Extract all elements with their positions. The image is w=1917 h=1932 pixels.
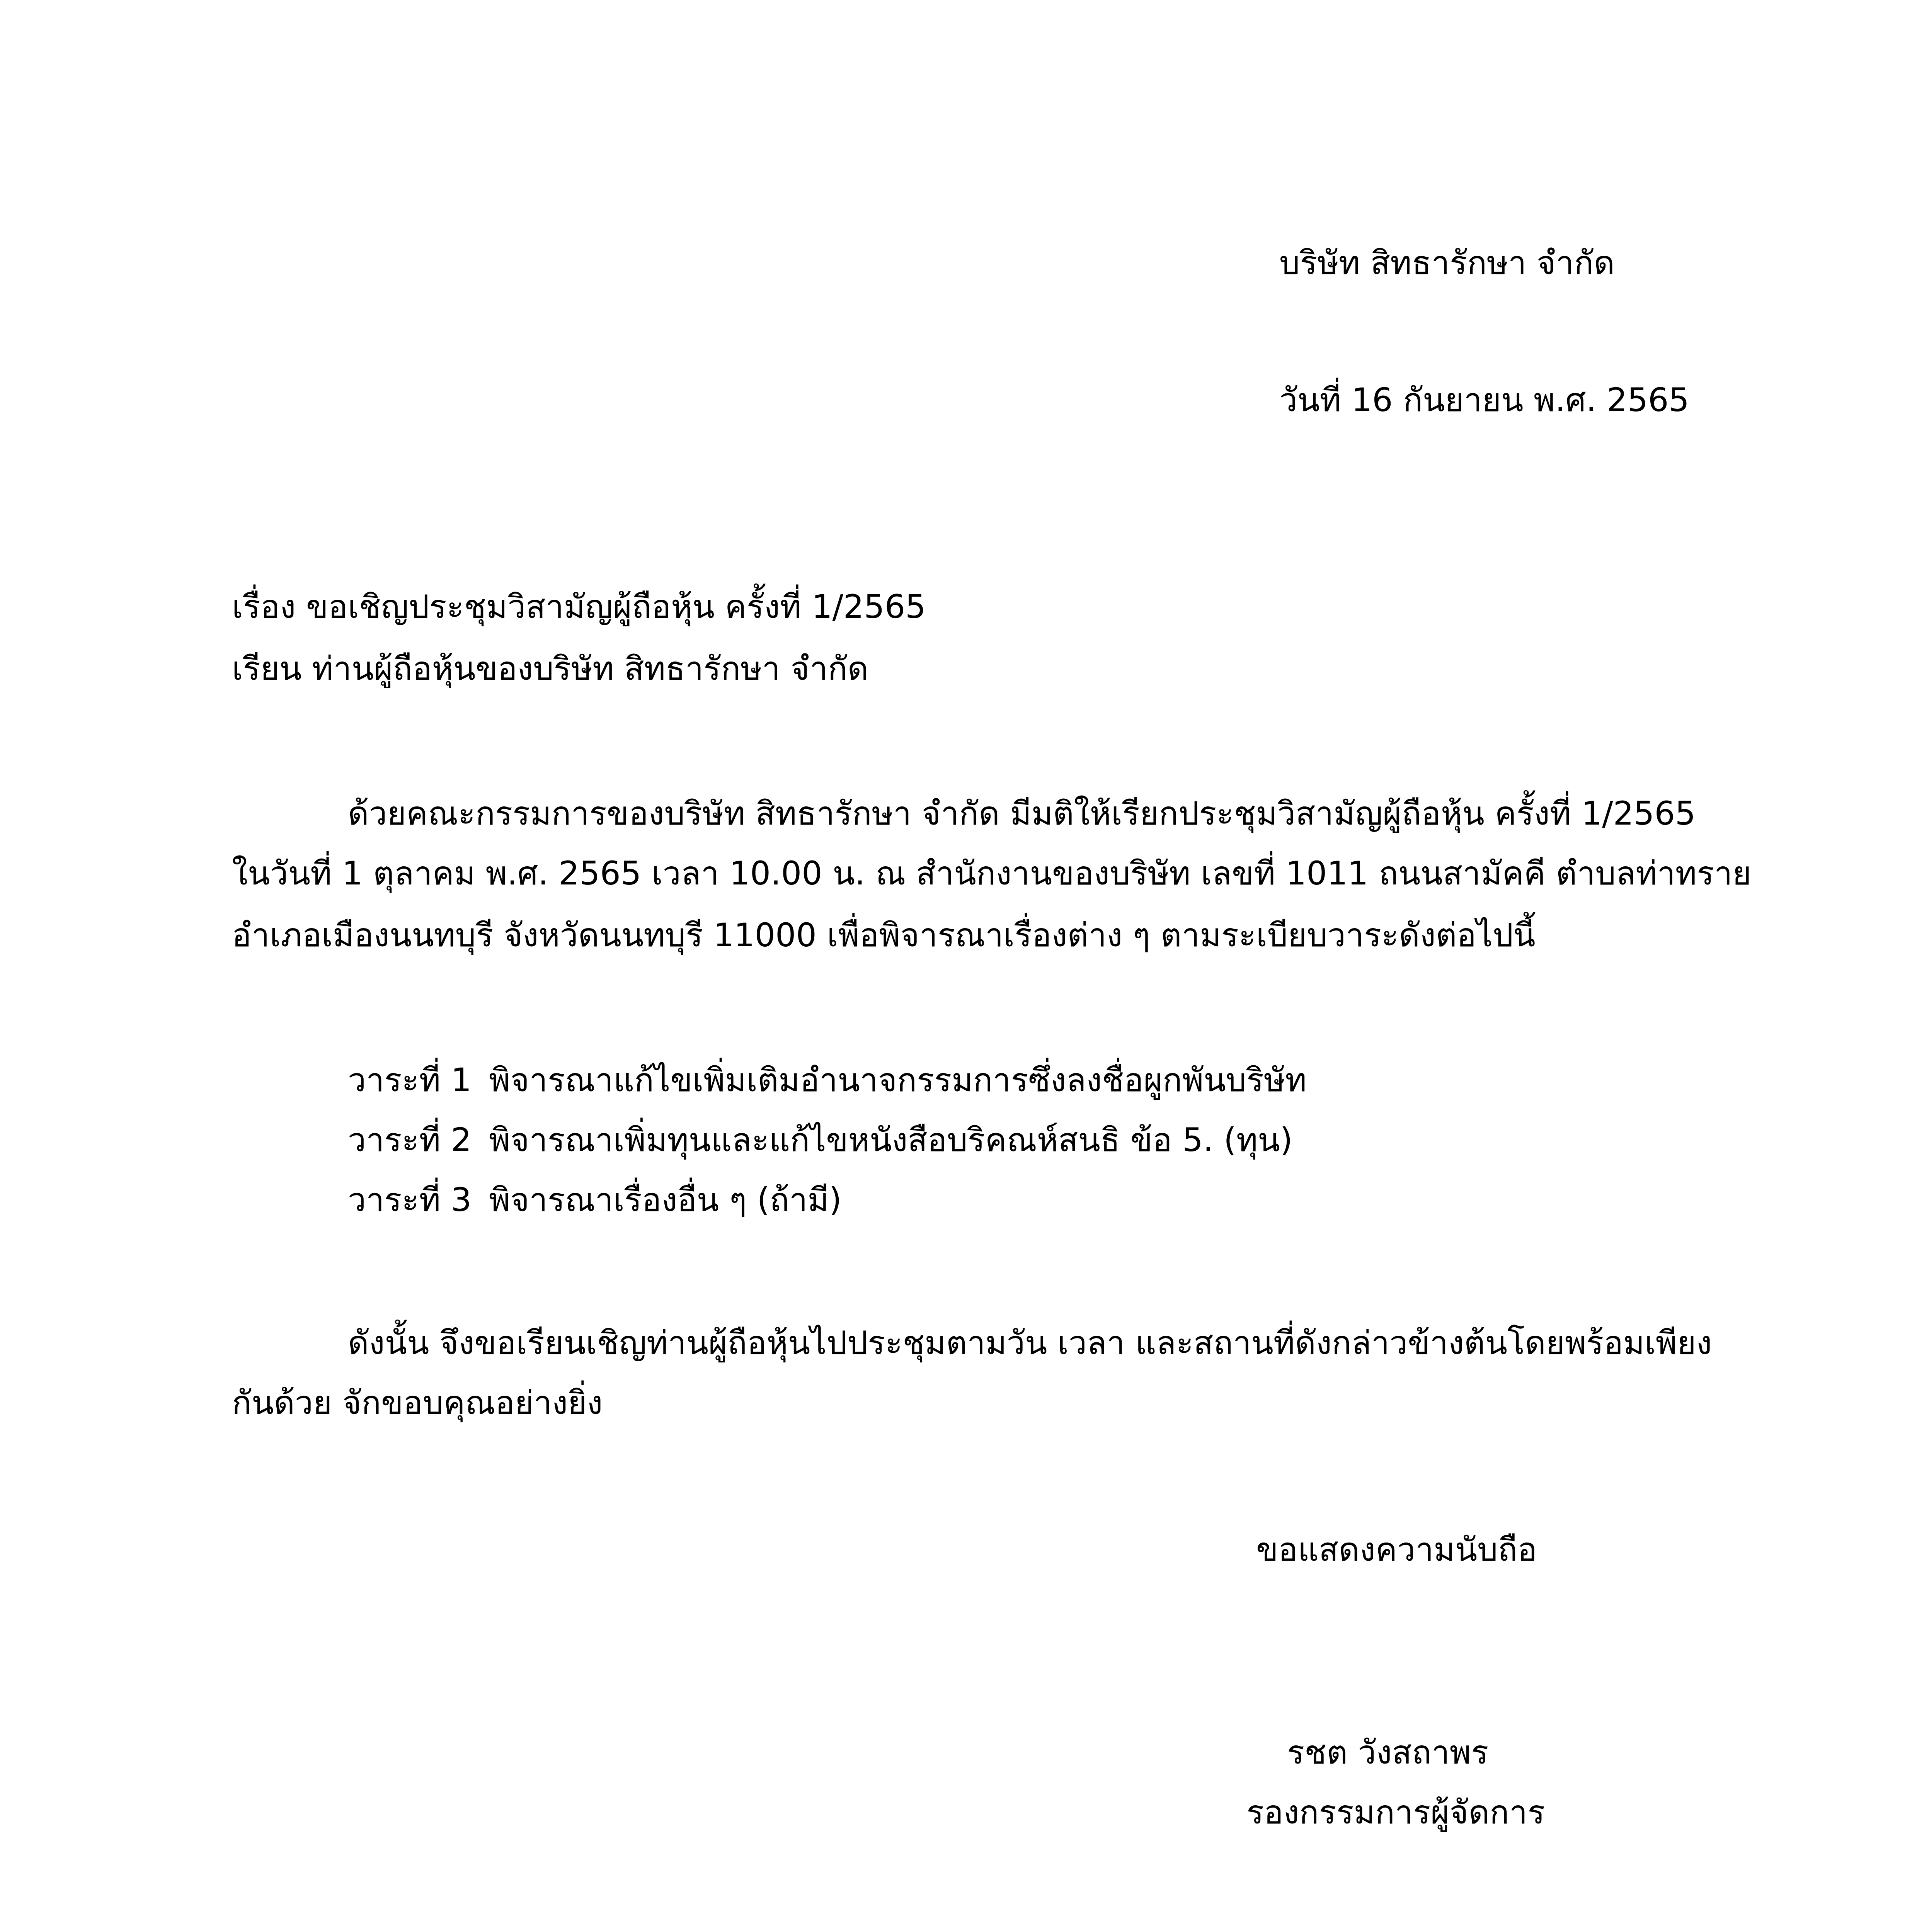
closing-salutation: ขอแสดงความนับถือ [1256, 1531, 1537, 1568]
agenda-item-label: วาระที่ 2 [348, 1121, 472, 1159]
agenda-item-text: พิจารณาแก้ไขเพิ่มเติมอำนาจกรรมการซึ่งลงชื่อผูกพันบริษัท [489, 1061, 1307, 1099]
company-name: บริษัท สิทธารักษา จำกัด [1279, 244, 1615, 282]
agenda-item-label: วาระที่ 1 [348, 1061, 472, 1099]
signer-title: รองกรรมการผู้จัดการ [1246, 1793, 1545, 1831]
paragraph-1-line-3: อำเภอเมืองนนทบุรี จังหวัดนนทบุรี 11000 เพื่อพิจารณาเรื่องต่าง ๆ ตามระเบียบวาระดังต่อไปนี้ [232, 916, 1536, 954]
letter-recipient: เรียน ท่านผู้ถือหุ้นของบริษัท สิทธารักษา จำกัด [232, 650, 869, 687]
paragraph-1-line-1: ด้วยคณะกรรมการของบริษัท สิทธารักษา จำกัด มีมติให้เรียกประชุมวิสามัญผู้ถือหุ้น ครั้งที่ 1/2565 [348, 794, 1696, 832]
agenda-item-label: วาระที่ 3 [348, 1181, 472, 1219]
letter-subject: เรื่อง ขอเชิญประชุมวิสามัญผู้ถือหุ้น ครั้งที่ 1/2565 [232, 588, 926, 626]
letter-date: วันที่ 16 กันยายน พ.ศ. 2565 [1279, 381, 1689, 419]
paragraph-2-line-1: ดังนั้น จึงขอเรียนเชิญท่านผู้ถือหุ้นไปประชุมตามวัน เวลา และสถานที่ดังกล่าวข้างต้นโดยพร้อมเพียง [348, 1324, 1712, 1362]
agenda-item-text: พิจารณาเพิ่มทุนและแก้ไขหนังสือบริคณห์สนธิ ข้อ 5. (ทุน) [489, 1121, 1293, 1159]
signer-name: รชต วังสถาพร [1287, 1733, 1489, 1771]
paragraph-1-line-2: ในวันที่ 1 ตุลาคม พ.ศ. 2565 เวลา 10.00 น. ณ สำนักงานของบริษัท เลขที่ 1011 ถนนสามัคคี ตำบลท่าทราย [232, 854, 1752, 892]
paragraph-2-line-2: กันด้วย จักขอบคุณอย่างยิ่ง [232, 1384, 603, 1422]
agenda-item-text: พิจารณาเรื่องอื่น ๆ (ถ้ามี) [489, 1181, 842, 1219]
